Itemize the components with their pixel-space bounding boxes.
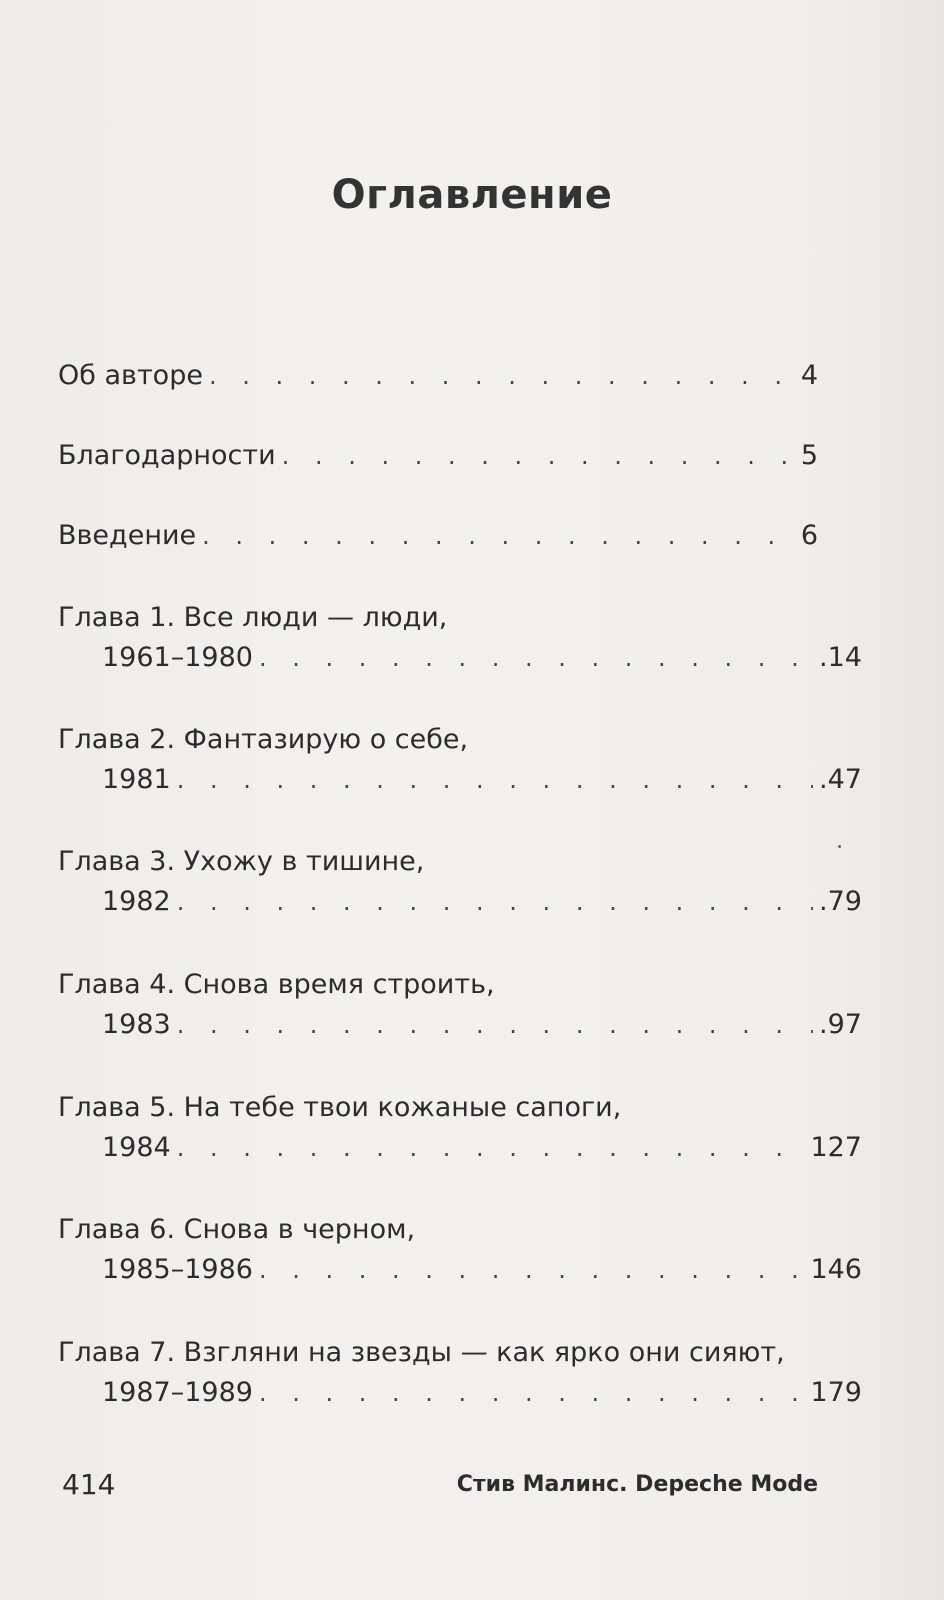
toc-entry-label: Благодарности: [58, 440, 276, 471]
dot-leader: [177, 882, 813, 922]
chapter-heading: Глава 4. Снова время строить,: [58, 969, 495, 1000]
dot-leader: [259, 1373, 805, 1413]
toc-entry-label: Об авторе: [58, 360, 203, 391]
footer-page-number: 414: [62, 1468, 116, 1501]
chapter-years: 1984: [102, 1132, 171, 1163]
toc-entry-acknowledgements: [58, 436, 818, 476]
toc-entry-page: 127: [810, 1132, 862, 1163]
toc-entry-page: .14: [819, 642, 862, 673]
toc-entry-page: .79: [819, 886, 862, 917]
toc-entry-label: Введение: [58, 520, 197, 551]
toc-entry-page: 146: [810, 1254, 862, 1285]
toc-entry-chapter-4: [58, 965, 862, 1045]
dot-leader: [177, 760, 813, 800]
toc-entry-page: 5: [800, 440, 818, 471]
toc-entry-chapter-7: [58, 1333, 862, 1413]
toc-entry-chapter-2: [58, 720, 862, 800]
toc-entry-chapter-6: [58, 1210, 862, 1290]
toc-entry-page: .47: [819, 764, 862, 795]
chapter-heading: Глава 6. Снова в черном,: [58, 1214, 416, 1245]
toc-entry-page: 4: [800, 360, 818, 391]
dot-leader: [177, 1128, 805, 1168]
toc-entry-chapter-5: [58, 1088, 862, 1168]
chapter-years: 1987–1989: [102, 1377, 253, 1408]
toc-entry-chapter-3: [58, 842, 862, 922]
toc-entry-chapter-1: [58, 598, 862, 678]
dot-leader: [282, 436, 795, 476]
chapter-years: 1985–1986: [102, 1254, 253, 1285]
chapter-heading: Глава 7. Взгляни на звезды — как ярко они сияют,: [58, 1337, 785, 1368]
chapter-heading: Глава 1. Все люди — люди,: [58, 602, 448, 633]
chapter-heading: Глава 5. На тебе твои кожаные сапоги,: [58, 1092, 622, 1123]
chapter-years: 1982: [102, 886, 171, 917]
paper-speck: [838, 845, 841, 848]
dot-leader: [177, 1005, 813, 1045]
toc-entry-page: 179: [810, 1377, 862, 1408]
dot-leader: [209, 356, 795, 396]
dot-leader: [259, 1250, 805, 1290]
chapter-years: 1981: [102, 764, 171, 795]
dot-leader: [202, 516, 795, 556]
chapter-years: 1983: [102, 1009, 171, 1040]
toc-entry-about-author: [58, 356, 818, 396]
toc-entry-introduction: [58, 516, 818, 556]
footer-running-title: Стив Малинс. Depeche Mode: [456, 1472, 818, 1497]
chapter-heading: Глава 2. Фантазирую о себе,: [58, 724, 469, 755]
toc-entry-page: 6: [800, 520, 818, 551]
chapter-years: 1961–1980: [102, 642, 253, 673]
page-title: Оглавление: [331, 172, 613, 218]
toc-entry-page: .97: [819, 1009, 862, 1040]
dot-leader: [259, 638, 813, 678]
chapter-heading: Глава 3. Ухожу в тишине,: [58, 846, 425, 877]
